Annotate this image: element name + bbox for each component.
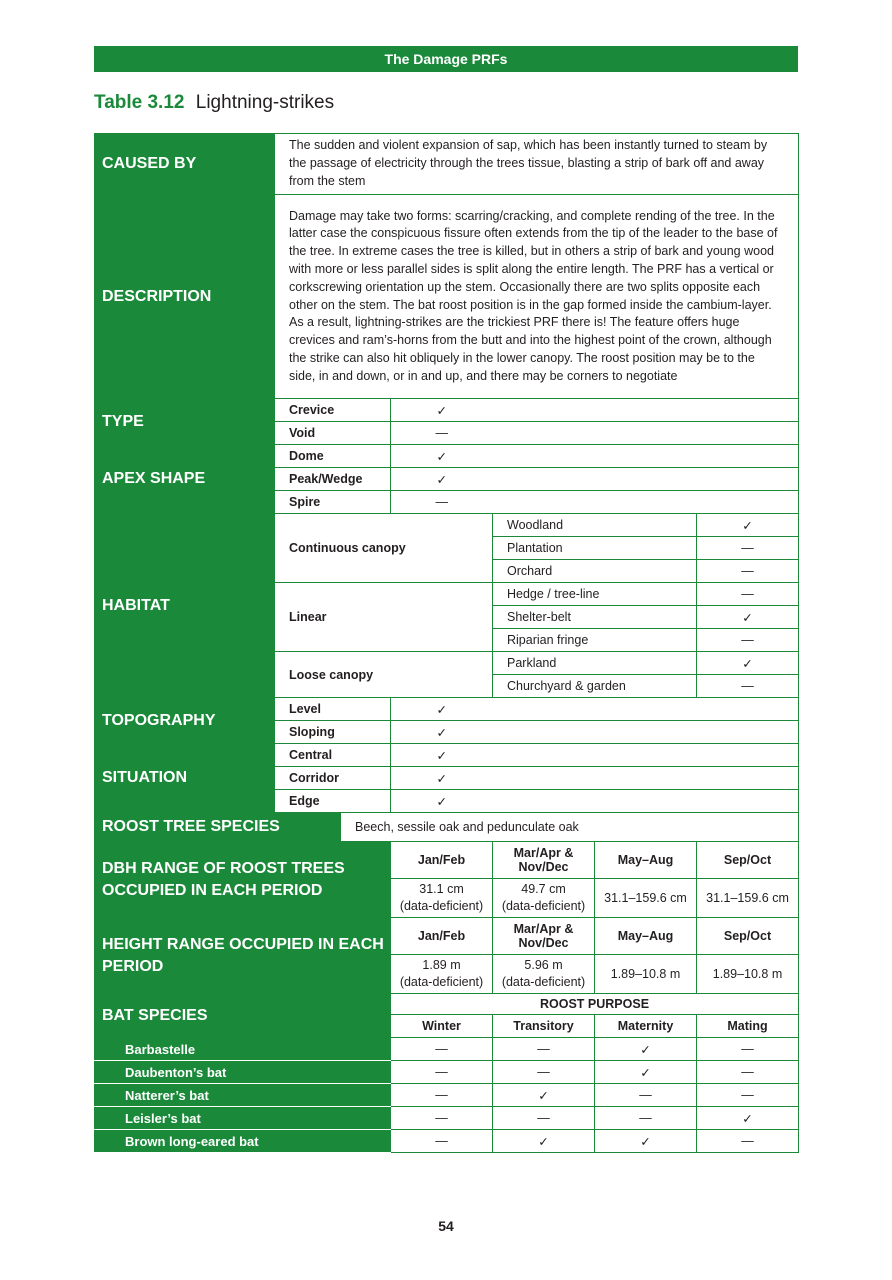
height-value-line: 1.89 m xyxy=(422,958,461,972)
height-value-line: 5.96 m xyxy=(524,958,563,972)
habitat-mark: — xyxy=(697,583,799,606)
situation-corridor-mark: ✓ xyxy=(391,767,493,790)
habitat-item: Orchard xyxy=(493,560,697,583)
empty-cell xyxy=(493,422,799,445)
bat-name: Daubenton’s bat xyxy=(95,1061,391,1084)
height-value-note: (data-deficient) xyxy=(399,975,484,989)
type-crevice: Crevice xyxy=(275,399,391,422)
bat-mark: ✓ xyxy=(595,1061,697,1084)
habitat-mark: — xyxy=(697,675,799,698)
page-number: 54 xyxy=(438,1218,454,1234)
situation-corridor: Corridor xyxy=(275,767,391,790)
habitat-label: HABITAT xyxy=(95,514,275,698)
height-period: Mar/Apr & Nov/Dec xyxy=(493,918,595,955)
bat-mark: — xyxy=(595,1107,697,1130)
situation-edge: Edge xyxy=(275,790,391,813)
section-header: The Damage PRFs xyxy=(94,46,798,72)
dbh-value xyxy=(493,879,595,918)
empty-cell xyxy=(493,491,799,514)
type-void: Void xyxy=(275,422,391,445)
dbh-value-line: 31.1 cm xyxy=(419,882,464,896)
height-value xyxy=(391,955,493,994)
habitat-loose-canopy: Loose canopy xyxy=(275,652,493,698)
habitat-mark: ✓ xyxy=(697,606,799,629)
roost-purpose-column: Transitory xyxy=(493,1015,595,1038)
situation-central-mark: ✓ xyxy=(391,744,493,767)
dbh-label: DBH RANGE OF ROOST TREES OCCUPIED IN EACH PERIOD xyxy=(95,842,391,918)
table-title-text: Lightning-strikes xyxy=(195,92,335,113)
height-label: HEIGHT RANGE OCCUPIED IN EACH PERIOD xyxy=(95,918,391,994)
height-period: Jan/Feb xyxy=(391,918,493,955)
roost-purpose-column: Winter xyxy=(391,1015,493,1038)
bat-mark: — xyxy=(391,1107,493,1130)
bat-mark: ✓ xyxy=(595,1038,697,1061)
bat-species-label: BAT SPECIES xyxy=(95,994,391,1038)
bat-mark: — xyxy=(595,1084,697,1107)
apex-spire: Spire xyxy=(275,491,391,514)
habitat-item: Plantation xyxy=(493,537,697,560)
habitat-continuous-canopy: Continuous canopy xyxy=(275,514,493,583)
habitat-item: Shelter-belt xyxy=(493,606,697,629)
caused-by-label: CAUSED BY xyxy=(95,134,275,195)
dbh-value-line: 49.7 cm xyxy=(521,882,566,896)
bat-name: Barbastelle xyxy=(95,1038,391,1061)
bat-mark: — xyxy=(391,1130,493,1153)
height-value-note: (data-deficient) xyxy=(501,975,586,989)
apex-peak: Peak/Wedge xyxy=(275,468,391,491)
bat-mark: — xyxy=(391,1084,493,1107)
topography-sloping: Sloping xyxy=(275,721,391,744)
height-period: Sep/Oct xyxy=(697,918,799,955)
bat-name: Brown long-eared bat xyxy=(95,1130,391,1153)
dbh-value-line: 31.1–159.6 cm xyxy=(706,890,789,905)
topography-label: TOPOGRAPHY xyxy=(95,698,275,744)
bat-mark: — xyxy=(493,1061,595,1084)
habitat-mark: — xyxy=(697,629,799,652)
bat-name: Leisler’s bat xyxy=(95,1107,391,1130)
height-period: May–Aug xyxy=(595,918,697,955)
bat-mark: ✓ xyxy=(595,1130,697,1153)
topography-sloping-mark: ✓ xyxy=(391,721,493,744)
dbh-value-note: (data-deficient) xyxy=(399,899,484,913)
dbh-period: Sep/Oct xyxy=(697,842,799,879)
height-value-line: 1.89–10.8 m xyxy=(610,966,681,981)
bat-row xyxy=(95,1130,799,1153)
situation-row xyxy=(95,744,799,767)
empty-cell xyxy=(493,698,799,721)
habitat-item: Hedge / tree-line xyxy=(493,583,697,606)
roost-purpose-header: ROOST PURPOSE xyxy=(391,994,799,1015)
dbh-value xyxy=(697,879,799,918)
table-number: Table 3.12 xyxy=(94,92,185,113)
empty-cell xyxy=(493,790,799,813)
type-label: TYPE xyxy=(95,399,275,445)
bat-row xyxy=(95,1084,799,1107)
habitat-item: Riparian fringe xyxy=(493,629,697,652)
type-crevice-mark: ✓ xyxy=(391,399,493,422)
empty-cell xyxy=(493,744,799,767)
situation-label: SITUATION xyxy=(95,744,275,813)
situation-edge-mark: ✓ xyxy=(391,790,493,813)
dbh-value-note: (data-deficient) xyxy=(501,899,586,913)
apex-dome-mark: ✓ xyxy=(391,445,493,468)
habitat-mark: — xyxy=(697,560,799,583)
bat-mark: — xyxy=(697,1038,799,1061)
roost-tree-species-value: Beech, sessile oak and pedunculate oak xyxy=(341,813,799,842)
height-value xyxy=(595,955,697,994)
dbh-value-line: 31.1–159.6 cm xyxy=(604,890,687,905)
bat-mark: — xyxy=(391,1038,493,1061)
topography-row xyxy=(95,698,799,721)
dbh-period: Mar/Apr & Nov/Dec xyxy=(493,842,595,879)
bat-mark: — xyxy=(697,1061,799,1084)
description-text: Damage may take two forms: scarring/cracking, and complete rending of the tree. In the latter case the conspicuous fissure often extends from the tip of the leader to the base of the tree. In extreme cases the tree is killed, but in others a strip of bark and young wood with more or less parallel sides is split along the entire length. The PRF has a vertical or corkscrewing orientation up the stem. Occasionally there are two splits opposite each other on the stem. The bat roost position is in the gap formed inside the cambium-layer. As a result, lightning-strikes are the trickiest PRF there is! The feature offers huge crevices and ram’s-horns from the butt and into the highest point of the crown, although the strike can also hit obliquely in the lower canopy. The roost position may be to the side, in and down, or in and up, and there may be corners to negotiate xyxy=(275,195,799,399)
empty-cell xyxy=(493,468,799,491)
bat-row xyxy=(95,1061,799,1084)
description-label: DESCRIPTION xyxy=(95,195,275,399)
type-row xyxy=(95,399,799,422)
height-value-line: 1.89–10.8 m xyxy=(712,966,783,981)
empty-cell xyxy=(493,767,799,790)
habitat-linear: Linear xyxy=(275,583,493,652)
habitat-mark: ✓ xyxy=(697,514,799,537)
habitat-row xyxy=(95,514,799,537)
caused-by-row xyxy=(95,134,799,195)
empty-cell xyxy=(493,721,799,744)
bat-mark: ✓ xyxy=(697,1107,799,1130)
roost-tree-species-row xyxy=(95,813,799,842)
dbh-value xyxy=(595,879,697,918)
bat-mark: — xyxy=(391,1061,493,1084)
bat-mark: — xyxy=(493,1107,595,1130)
bat-species-header-row xyxy=(95,994,799,1015)
dbh-period: May–Aug xyxy=(595,842,697,879)
apex-peak-mark: ✓ xyxy=(391,468,493,491)
roost-tree-species-label: ROOST TREE SPECIES xyxy=(95,813,341,842)
lightning-strikes-table xyxy=(94,133,799,1153)
bat-mark: ✓ xyxy=(493,1130,595,1153)
apex-spire-mark: — xyxy=(391,491,493,514)
bat-name: Natterer’s bat xyxy=(95,1084,391,1107)
habitat-mark: — xyxy=(697,537,799,560)
height-header-row xyxy=(95,918,799,955)
bat-mark: — xyxy=(697,1084,799,1107)
apex-shape-label: APEX SHAPE xyxy=(95,445,275,514)
empty-cell xyxy=(493,399,799,422)
topography-level: Level xyxy=(275,698,391,721)
habitat-item: Parkland xyxy=(493,652,697,675)
roost-purpose-column: Maternity xyxy=(595,1015,697,1038)
description-row xyxy=(95,195,799,399)
situation-central: Central xyxy=(275,744,391,767)
dbh-header-row xyxy=(95,842,799,879)
table-title xyxy=(94,92,334,114)
habitat-mark: ✓ xyxy=(697,652,799,675)
type-void-mark: — xyxy=(391,422,493,445)
bat-mark: — xyxy=(697,1130,799,1153)
height-value xyxy=(697,955,799,994)
habitat-item: Churchyard & garden xyxy=(493,675,697,698)
bat-row xyxy=(95,1038,799,1061)
dbh-value xyxy=(391,879,493,918)
height-value xyxy=(493,955,595,994)
topography-level-mark: ✓ xyxy=(391,698,493,721)
dbh-period: Jan/Feb xyxy=(391,842,493,879)
habitat-item: Woodland xyxy=(493,514,697,537)
roost-purpose-column: Mating xyxy=(697,1015,799,1038)
bat-mark: ✓ xyxy=(493,1084,595,1107)
caused-by-text: The sudden and violent expansion of sap, which has been instantly turned to steam by the passage of electricity through the trees tissue, blasting a strip of bark off and away from the stem xyxy=(275,134,799,195)
apex-row xyxy=(95,445,799,468)
empty-cell xyxy=(493,445,799,468)
bat-mark: — xyxy=(493,1038,595,1061)
apex-dome: Dome xyxy=(275,445,391,468)
bat-row xyxy=(95,1107,799,1130)
